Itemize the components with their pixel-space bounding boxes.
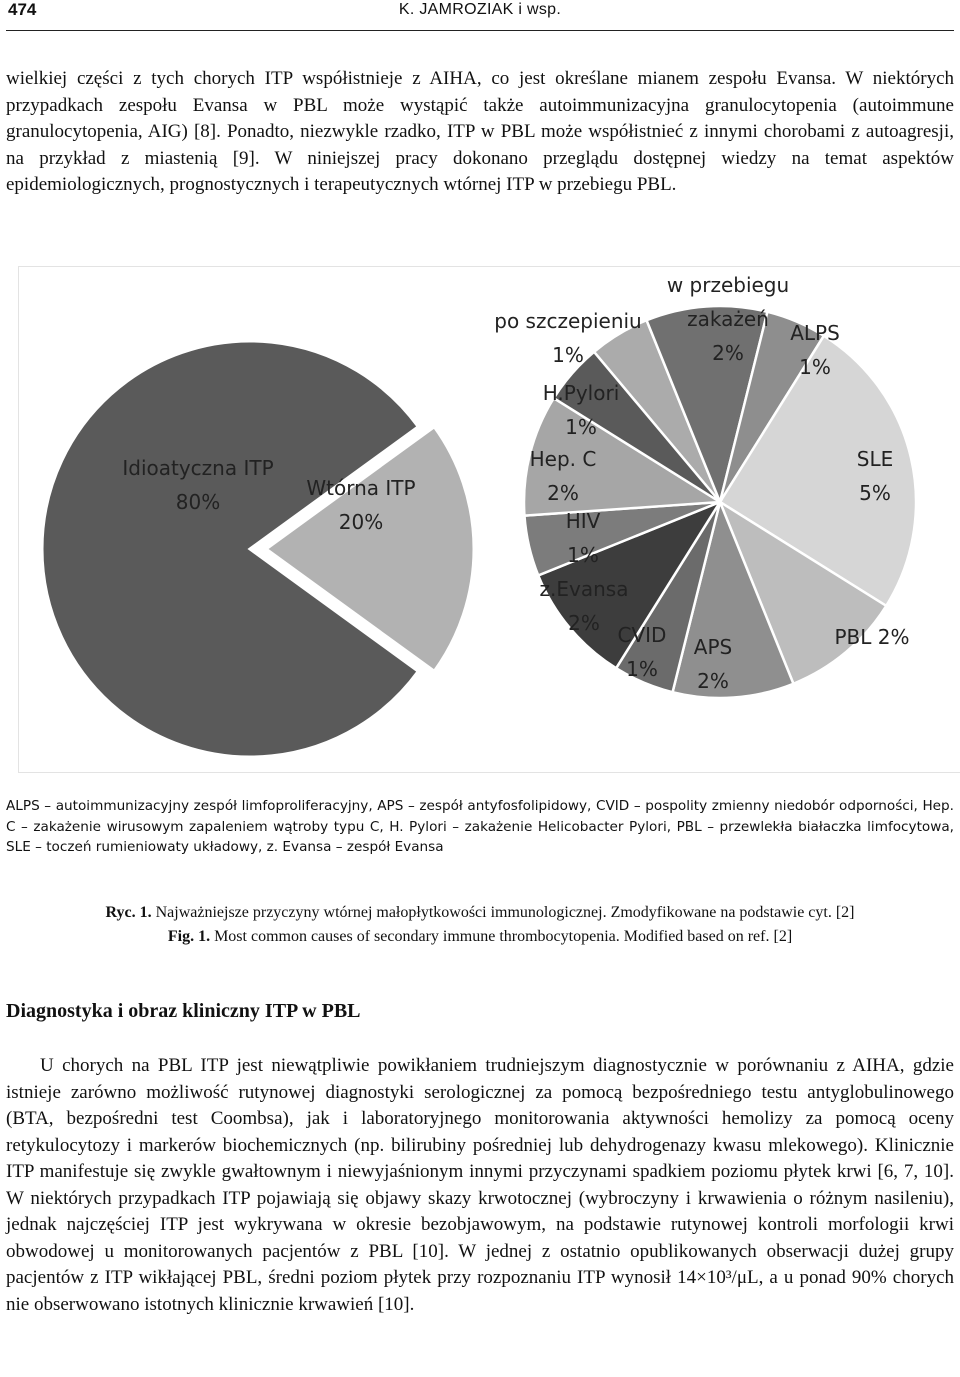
body-paragraph: U chorych na PBL ITP jest niewątpliwie powikłaniem trudniejszym diagnostycznie w porównaniu z AIHA, gdzie istnieje zarówno możliwość rutynowej diagnostyki serologicznej za pomocą bezpośredniego testu antyglobulinowego (BTA, bezpośredni test Coombsa), jak i laboratoryjnego monitorowania aktywności hemolizy za pomocą oceny retykulocytozy i markerów biochemicznych (np. bilirubiny pośredniej lub dehydrogenazy kwasu mlekowego). Klinicznie ITP manifestuje się zwykle gwałtownym i niewyjaśnionym innymi przyczynami spadkiem poziomu płytek krwi [6, 7, 10]. W niektórych przypadkach ITP pojawiają się objawy skazy krwotocznej (wybroczyny i krwawienia o różnym nasileniu), jednak najczęściej ITP jest wykrywana w okresie bezobjawowym, na podstawie rutynowej kontroli morfologii krwi obwodowej u monitorowanych pacjentów z PBL [10]. W jednej z ostatnio opublikowanych obserwacji dużej grupy pacjentów z ITP wikłającej PBL, średni poziom płytek przy rozpoznaniu ITP wynosił 14×10³/μL, a u ponad 90% chorych nie obserwowano istotnych klinicznie krwawień [10].: [6, 1055, 954, 1315]
slice-label-aps: APS 2%: [693, 635, 733, 693]
page-header: [6, 0, 954, 30]
slice-label-idioatyczna-itp: Idioatyczna ITP 80%: [122, 456, 274, 514]
figure-legend: ALPS – autoimmunizacyjny zespół limfoproliferacyjny, APS – zespół antyfosfolipidowy, CVID – pospolity zmienny niedobór odporności, Hep. C – zakażenie wirusowym zapaleniem wątroby typu C, H. Pylori – zakażenie Helicobacter Pylori, PBL – przewlekła białaczka limfocytowa, SLE – toczeń rumieniowaty układowy, z. Evansa – zespół Evansa: [6, 798, 954, 855]
header-rule: [6, 30, 954, 31]
slice-label-hep-c: Hep. C 2%: [529, 447, 597, 505]
slice-label-h-pylori: H.Pylori 1%: [542, 381, 620, 439]
slice-label-wt-rna-itp: Wtórna ITP 20%: [306, 476, 416, 534]
caption-english-label: Fig. 1.: [167, 928, 211, 945]
running-authors: K. JAMROZIAK i wsp.: [398, 1, 562, 18]
slice-label-pbl: PBL 2%: [834, 625, 910, 649]
slice-label-po-szczepieniu: po szczepieniu 1%: [494, 309, 642, 367]
section-heading: Diagnostyka i obraz kliniczny ITP w PBL: [6, 1000, 361, 1022]
intro-paragraph: wielkiej części z tych chorych ITP współistnieje z AIHA, co jest określane mianem zespołu Evansa. W niektórych przypadkach zespołu Evansa w PBL może wystąpić także autoimmunizacyjna granulocytopenia (autoimmune granulocytopenia, AIG) [8]. Ponadto, niezwykle rzadko, ITP w PBL może współistnieć z innymi chorobami z autoagresji, na przykład z miastenią [9]. W niniejszej pracy dokonano przeglądu dostępnej wiedzy na temat aspektów epidemiologicznych, prognostycznych i terapeutycznych wtórnej ITP w przebiegu PBL.: [6, 68, 954, 195]
caption-polish-label: Ryc. 1.: [105, 904, 152, 921]
slice-label-z-evansa: z.Evansa 2%: [539, 577, 629, 635]
slice-label-w-przebiegu-zaka-e: w przebiegu zakażeń 2%: [666, 273, 790, 365]
caption-english-text: Most common causes of secondary immune thrombocytopenia. Modified based on ref. [2]: [214, 928, 793, 945]
slice-label-cvid: CVID 1%: [617, 623, 667, 681]
pie-of-pie-chart: [18, 266, 960, 773]
slice-label-sle: SLE 5%: [856, 447, 894, 505]
figure-chart: [18, 266, 960, 773]
caption-english: [0, 926, 960, 947]
slice-label-hiv: HIV 1%: [565, 509, 601, 567]
caption-polish-text: Najważniejsze przyczyny wtórnej małopłytkowości immunologicznej. Zmodyfikowane na podstawie cyt. [2]: [155, 904, 855, 921]
page-number: 474: [8, 0, 37, 19]
slice-label-alps: ALPS 1%: [790, 321, 840, 379]
caption-polish: [0, 902, 960, 923]
